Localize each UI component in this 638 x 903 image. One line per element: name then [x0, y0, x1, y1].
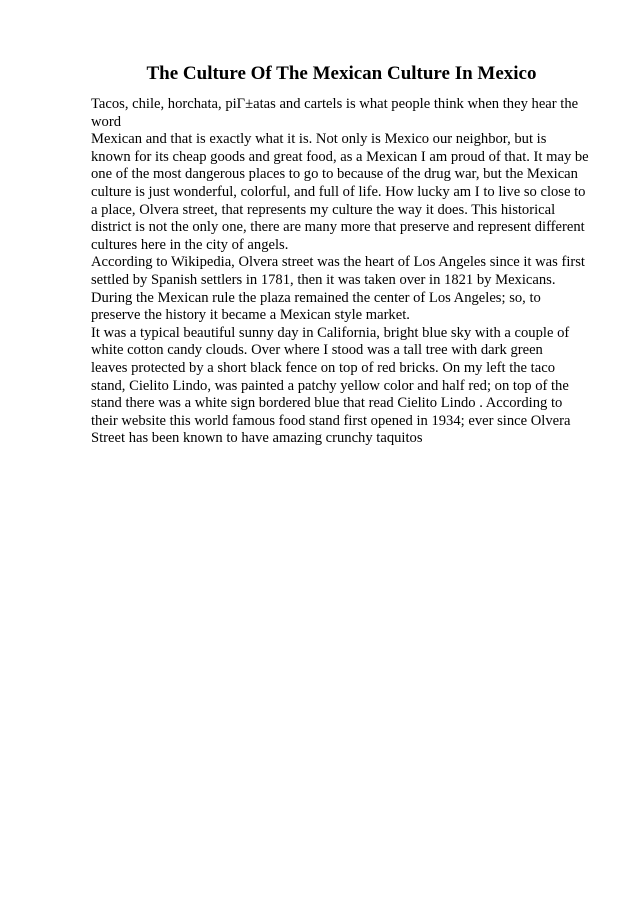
- body-line: leaves protected by a short black fence on top of red bricks. On my left the taco: [91, 359, 555, 376]
- body-line: According to Wikipedia, Olvera street was the heart of Los Angeles since it was first: [91, 254, 585, 271]
- body-line: Street has been known to have amazing crunchy taquitos: [91, 430, 423, 447]
- body-line: a place, Olvera street, that represents my culture the way it does. This historical: [91, 201, 556, 218]
- body-line: It was a typical beautiful sunny day in California, bright blue sky with a couple of: [91, 324, 570, 341]
- body-line: stand, Cielito Lindo, was painted a patchy yellow color and half red; on top of the: [91, 377, 569, 394]
- body-line: cultures here in the city of angels.: [91, 236, 289, 253]
- body-line: settled by Spanish settlers in 1781, then it was taken over in 1821 by Mexicans.: [91, 271, 556, 288]
- body-line: known for its cheap goods and great food, as a Mexican I am proud of that. It may be: [91, 148, 589, 165]
- body-line: their website this world famous food stand first opened in 1934; ever since Olvera: [91, 412, 571, 429]
- body-line: culture is just wonderful, colorful, and full of life. How lucky am I to live so close to: [91, 183, 586, 200]
- body-line: district is not the only one, there are many more that preserve and represent different: [91, 219, 585, 236]
- document-title: The Culture Of The Mexican Culture In Mexico: [146, 63, 537, 84]
- body-line: preserve the history it became a Mexican style market.: [91, 307, 410, 324]
- body-line: During the Mexican rule the plaza remained the center of Los Angeles; so, to: [91, 289, 541, 306]
- body-line: Tacos, chile, horchata, piГ±atas and cartels is what people think when they hear the: [91, 96, 579, 112]
- body-line: word: [91, 113, 121, 130]
- document-body: [91, 96, 591, 448]
- body-line: stand there was a white sign bordered blue that read Cielito Lindo . According to: [91, 395, 563, 412]
- body-line: one of the most dangerous places to go to because of the drug war, but the Mexican: [91, 166, 578, 183]
- body-line: Mexican and that is exactly what it is. Not only is Mexico our neighbor, but is: [91, 131, 547, 148]
- body-line: white cotton candy clouds. Over where I stood was a tall tree with dark green: [91, 342, 543, 359]
